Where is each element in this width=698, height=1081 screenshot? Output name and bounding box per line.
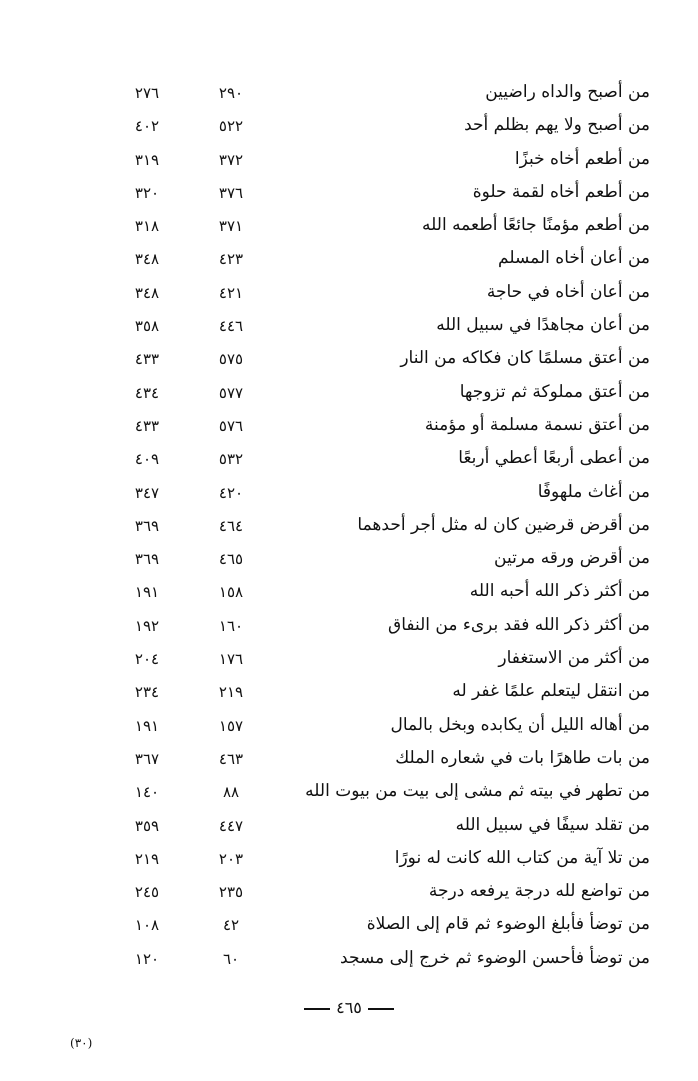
entry-text: من تواضع لله درجة يرفعه درجة [428, 881, 650, 902]
entry-text: من أكثر من الاستغفار [498, 648, 650, 669]
entry-number-second: ٣٦٩ [134, 550, 160, 569]
index-entry [120, 677, 650, 710]
index-entry [120, 844, 650, 877]
entry-number-first: ٤٢١ [218, 283, 244, 302]
entry-number-second: ١٩١ [134, 583, 160, 602]
entry-number-first: ٢٠٣ [218, 849, 244, 868]
entry-number-second: ٣٥٨ [134, 317, 160, 336]
entry-text: من أطعم أخاه لقمة حلوة [472, 181, 650, 202]
index-entry [120, 577, 650, 610]
entry-number-first: ٣٧١ [218, 217, 244, 236]
entry-number-first: ٣٧٦ [218, 183, 244, 202]
entry-number-first: ١٥٧ [218, 716, 244, 735]
index-entry [120, 877, 650, 910]
entry-number-second: ٣٤٨ [134, 250, 160, 269]
entry-number-second: ٣١٨ [134, 217, 160, 236]
entry-number-second: ٣٤٧ [134, 483, 160, 502]
index-entry [120, 478, 650, 511]
dash-right [368, 1008, 394, 1010]
entry-text: من تطهر في بيته ثم مشى إلى بيت من بيوت الله [305, 781, 650, 802]
entry-text: من انتقل ليتعلم علمًا غفر له [452, 681, 650, 702]
entry-number-second: ١٠٨ [134, 916, 160, 935]
entry-number-first: ٨٨ [222, 783, 240, 802]
entry-text: من أكثر ذكر الله فقد برىء من النفاق [388, 614, 650, 635]
entry-number-second: ٤٣٤ [134, 383, 160, 402]
entry-text: من توضأ فأبلغ الوضوء ثم قام إلى الصلاة [366, 914, 650, 935]
entry-text: من أطعم أخاه خبزًا [514, 148, 650, 169]
entry-number-second: ١٤٠ [134, 783, 160, 802]
entry-number-first: ٤٢٣ [218, 250, 244, 269]
entry-text: من أصبح والداه راضيين [485, 82, 650, 102]
entry-number-second: ٣٦٩ [134, 516, 160, 535]
entry-number-second: ٣٤٨ [134, 283, 160, 302]
entry-number-first: ٥٧٧ [218, 383, 244, 402]
entry-number-first: ٢٣٥ [218, 883, 244, 902]
entry-number-first: ٣٧٢ [218, 150, 244, 169]
entry-number-second: ١٢٠ [134, 949, 160, 968]
index-entry [120, 744, 650, 777]
index-entry [120, 111, 650, 144]
entry-text: من أقرض قرضين كان له مثل أجر أحدهما [357, 514, 650, 535]
entry-text: من توضأ فأحسن الوضوء ثم خرج إلى مسجد [340, 947, 650, 968]
entry-number-first: ٢١٩ [218, 683, 244, 702]
entry-number-second: ٣٥٩ [134, 816, 160, 835]
entry-number-second: ٣١٩ [134, 150, 160, 169]
entry-number-first: ٥٣٢ [218, 450, 244, 469]
entry-number-second: ٢٤٥ [134, 883, 160, 902]
index-entry [120, 178, 650, 211]
index-entry [120, 278, 650, 311]
entry-number-first: ١٥٨ [218, 583, 244, 602]
index-entry [120, 944, 650, 977]
signature-mark: (٣٠) [70, 1036, 93, 1050]
dash-left [304, 1008, 330, 1010]
entry-number-second: ٣٦٧ [134, 749, 160, 768]
index-entry [120, 311, 650, 344]
entry-number-first: ١٧٦ [218, 650, 244, 669]
entry-number-second: ٢١٩ [134, 849, 160, 868]
entry-text: من تلا آية من كتاب الله كانت له نورًا [394, 847, 650, 868]
entry-number-first: ٢٩٠ [218, 84, 244, 102]
index-entry [120, 511, 650, 544]
index-entry [120, 244, 650, 277]
entry-number-second: ٢٧٦ [134, 84, 160, 102]
entry-number-first: ٥٢٢ [218, 117, 244, 136]
index-entry [120, 644, 650, 677]
index-entry [120, 777, 650, 810]
entry-number-first: ٥٧٦ [218, 416, 244, 435]
entry-text: من تقلد سيفًا في سبيل الله [455, 814, 650, 835]
entry-text: من أقرض ورقه مرتين [494, 548, 650, 569]
entry-number-first: ٤٦٥ [218, 550, 244, 569]
page-number-text: ٤٦٥ [336, 998, 362, 1017]
entry-number-second: ١٩١ [134, 716, 160, 735]
entry-number-second: ٣٢٠ [134, 183, 160, 202]
entry-text: من أعتق مسلمًا كان فكاكه من النار [400, 348, 650, 369]
entry-number-second: ٢٣٤ [134, 683, 160, 702]
entry-number-first: ٤٢٠ [218, 483, 244, 502]
entry-text: من أغاث ملهوفًا [537, 481, 650, 502]
index-entry [120, 544, 650, 577]
entry-text: من أعان مجاهدًا في سبيل الله [436, 315, 650, 336]
entry-text: من أعتق مملوكة ثم تزوجها [459, 381, 650, 402]
index-entry [120, 444, 650, 477]
index-entry [120, 910, 650, 943]
entry-number-first: ٥٧٥ [218, 350, 244, 369]
entry-number-first: ٤٤٦ [218, 317, 244, 336]
index-entry [120, 711, 650, 744]
entry-text: من أعطى أربعًا أعطي أربعًا [458, 448, 650, 469]
entry-text: من أطعم مؤمنًا جائعًا أطعمه الله [422, 215, 650, 236]
entry-text: من أعتق نسمة مسلمة أو مؤمنة [424, 414, 650, 435]
index-entry [120, 611, 650, 644]
index-entry [120, 211, 650, 244]
index-entry [120, 145, 650, 178]
entry-number-second: ٤٠٢ [134, 117, 160, 136]
entry-text: من أصبح ولا يهم بظلم أحد [464, 115, 650, 136]
entry-number-second: ٤٣٣ [134, 416, 160, 435]
entry-text: من أعان أخاه في حاجة [486, 281, 650, 302]
entry-number-second: ٢٠٤ [134, 650, 160, 669]
entry-text: من أهاله الليل أن يكابده وبخل بالمال [390, 714, 650, 735]
index-entry [120, 811, 650, 844]
entry-text: من أعان أخاه المسلم [498, 248, 650, 269]
entry-number-second: ٤٣٣ [134, 350, 160, 369]
index-entry [120, 378, 650, 411]
entry-text: من أكثر ذكر الله أحبه الله [469, 581, 650, 602]
index-list [120, 78, 650, 977]
entry-number-first: ٤٢ [222, 916, 240, 935]
entry-number-first: ٤٤٧ [218, 816, 244, 835]
entry-number-second: ٤٠٩ [134, 450, 160, 469]
entry-number-second: ١٩٢ [134, 616, 160, 635]
entry-number-first: ٦٠ [222, 949, 240, 968]
entry-number-first: ٤٦٣ [218, 749, 244, 768]
index-entry [120, 411, 650, 444]
index-entry [120, 344, 650, 377]
page-number [0, 998, 698, 1017]
entry-number-first: ١٦٠ [218, 616, 244, 635]
entry-number-first: ٤٦٤ [218, 516, 244, 535]
entry-text: من بات طاهرًا بات في شعاره الملك [395, 747, 650, 768]
index-entry [120, 78, 650, 111]
